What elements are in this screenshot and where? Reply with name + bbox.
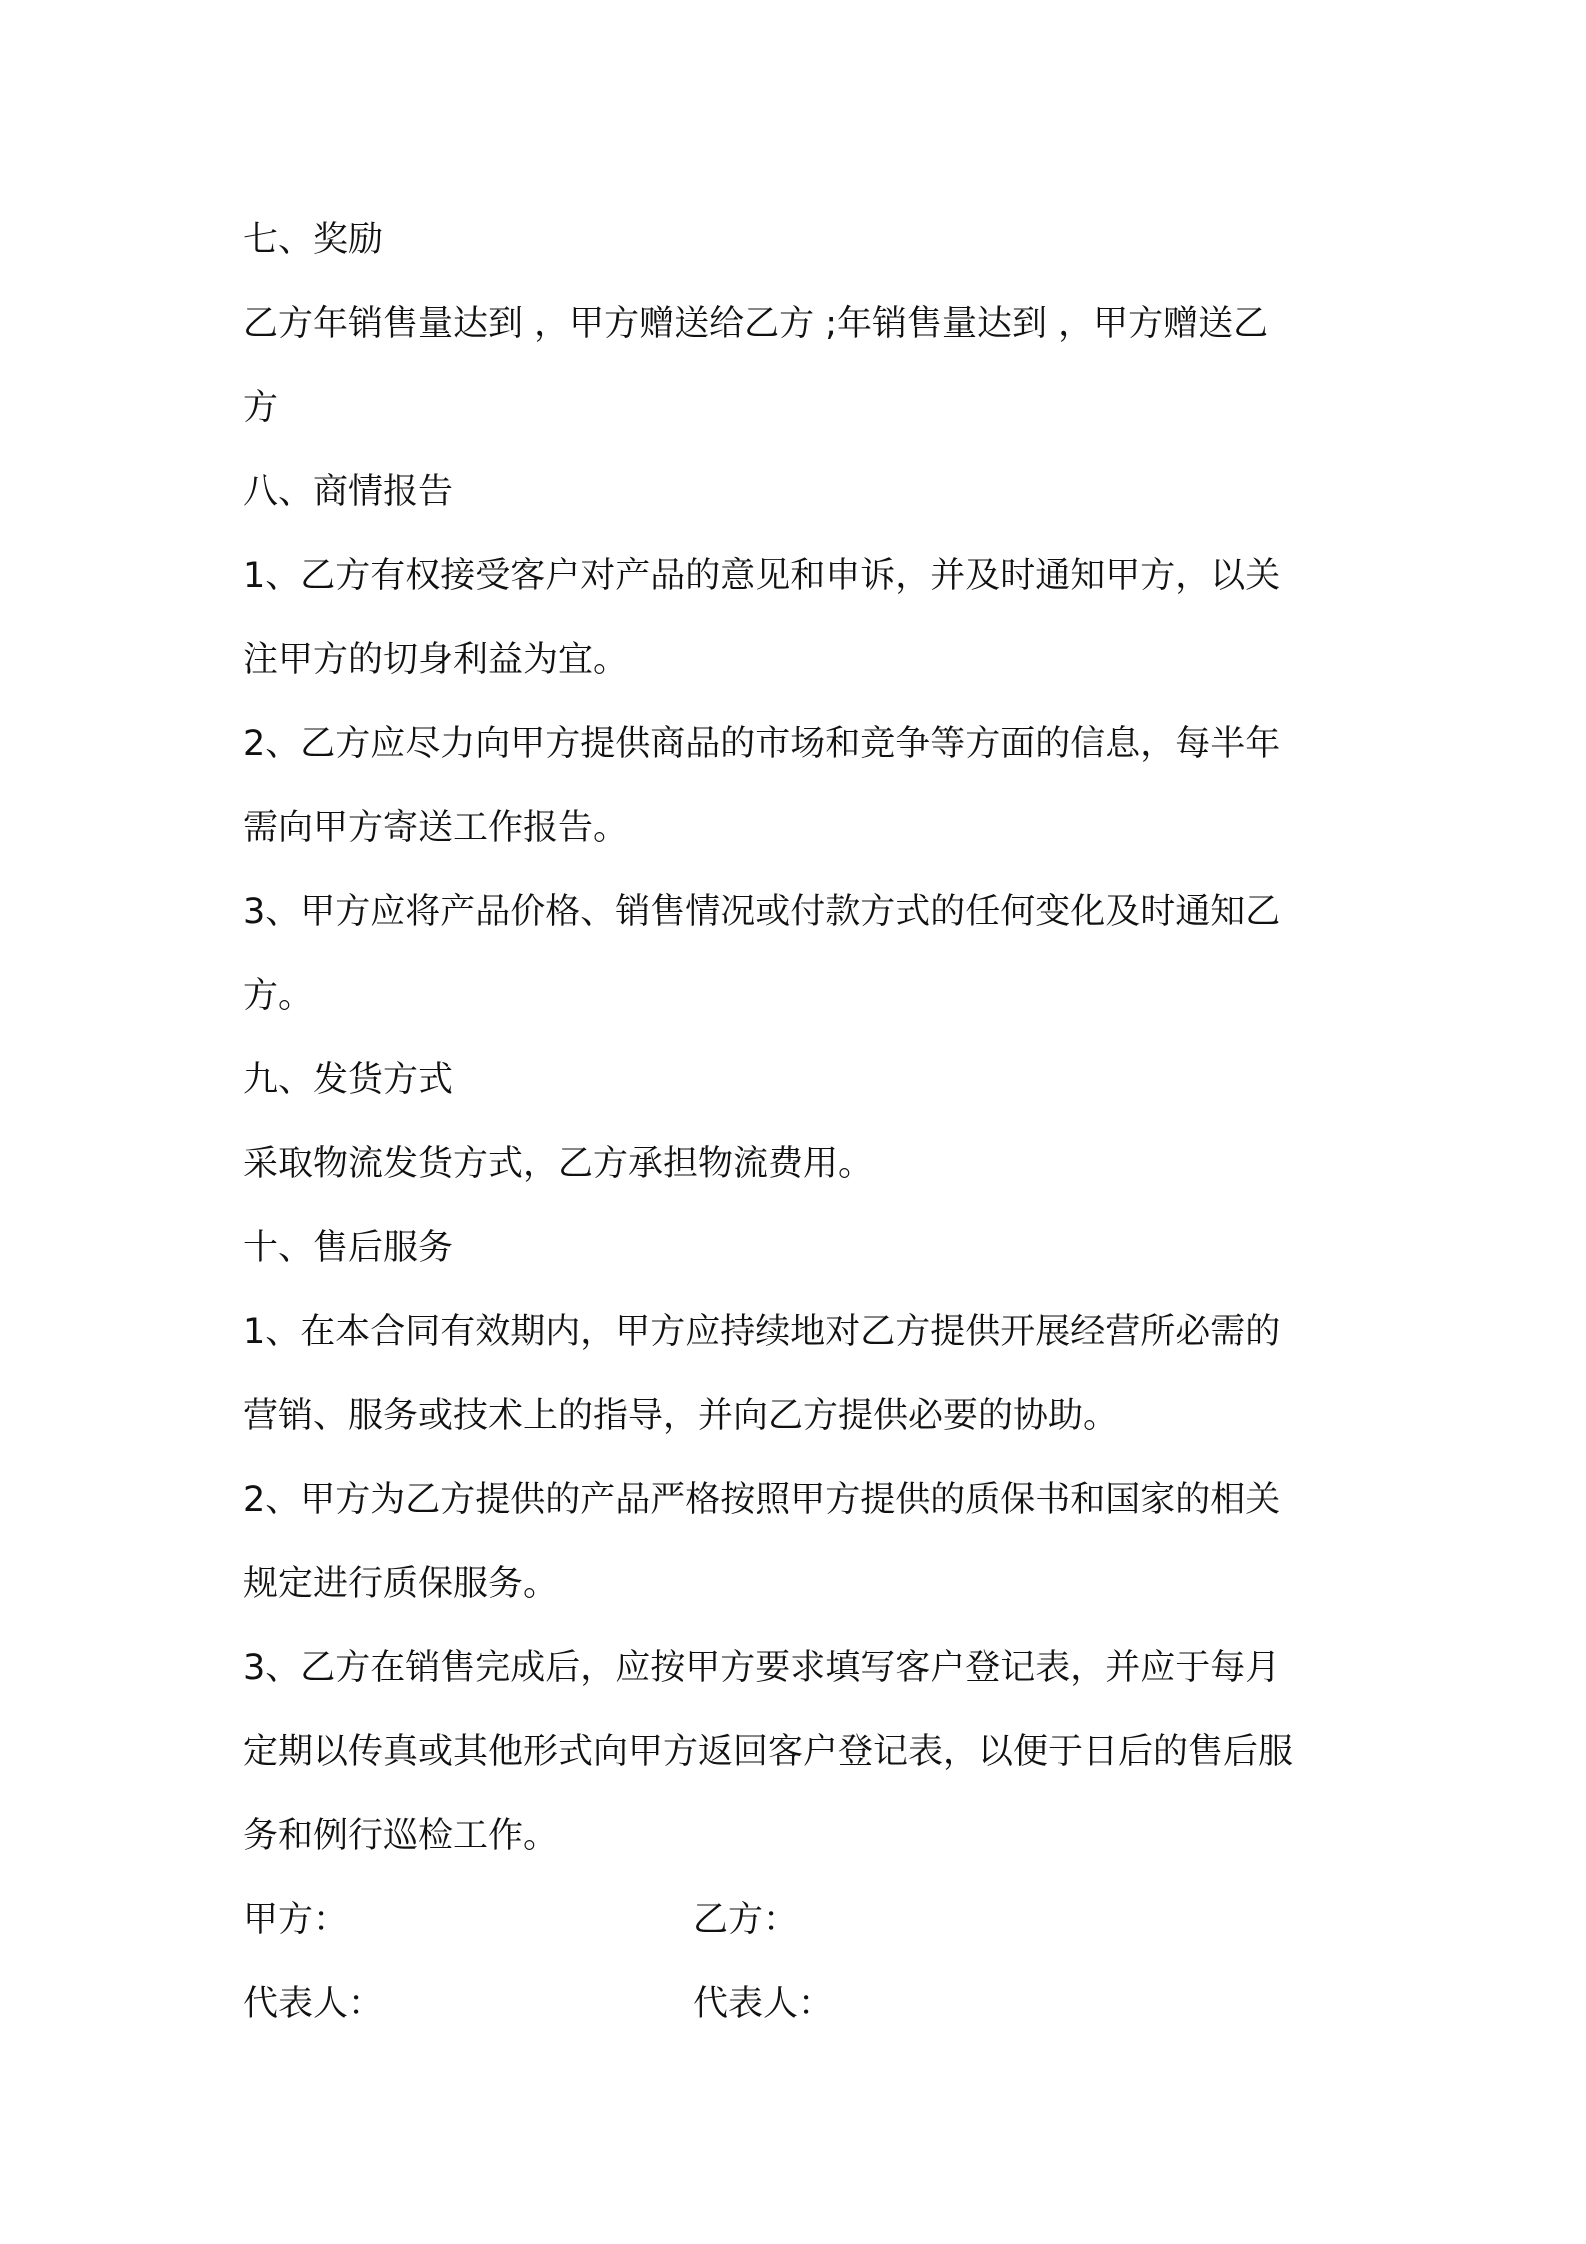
section-9-paragraph: 采取物流发货方式，乙方承担物流费用。 xyxy=(243,1144,874,1184)
section-10-item-3-line-3: 务和例行巡检工作。 xyxy=(243,1816,559,1856)
section-8-item-3-line-2: 方。 xyxy=(243,976,314,1016)
section-10-heading: 十、售后服务 xyxy=(243,1228,454,1268)
signature-row-representative xyxy=(243,1962,1358,2046)
section-8-item-1-line-1: 1、乙方有权接受客户对产品的意见和申诉，并及时通知甲方，以关 xyxy=(243,556,1281,596)
section-7-heading: 七、奖励 xyxy=(243,220,384,260)
section-10-item-3-line-2: 定期以传真或其他形式向甲方返回客户登记表，以便于日后的售后服 xyxy=(243,1732,1294,1772)
section-8-heading: 八、商情报告 xyxy=(243,472,454,512)
representative-a-label: 代表人： xyxy=(243,1984,384,2024)
party-a-label: 甲方： xyxy=(243,1900,349,1940)
section-10-item-2-line-2: 规定进行质保服务。 xyxy=(243,1564,559,1604)
section-8-item-3-line-1: 3、甲方应将产品价格、销售情况或付款方式的任何变化及时通知乙 xyxy=(243,892,1281,932)
section-8-item-2-line-2: 需向甲方寄送工作报告。 xyxy=(243,808,629,848)
signature-row-party xyxy=(243,1878,1358,1962)
representative-b-label: 代表人： xyxy=(693,1984,834,2024)
section-8-item-1-line-2: 注甲方的切身利益为宜。 xyxy=(243,640,629,680)
section-10-item-1-line-2: 营销、服务或技术上的指导，并向乙方提供必要的协助。 xyxy=(243,1396,1119,1436)
party-b-label: 乙方： xyxy=(693,1900,799,1940)
section-8-item-2-line-1: 2、乙方应尽力向甲方提供商品的市场和竞争等方面的信息，每半年 xyxy=(243,724,1281,764)
section-10-item-2-line-1: 2、甲方为乙方提供的产品严格按照甲方提供的质保书和国家的相关 xyxy=(243,1480,1281,1520)
section-7-paragraph-line-2: 方 xyxy=(243,388,279,428)
section-10-item-3-line-1: 3、乙方在销售完成后，应按甲方要求填写客户登记表，并应于每月 xyxy=(243,1648,1281,1688)
section-9-heading: 九、发货方式 xyxy=(243,1060,454,1100)
document-body xyxy=(243,198,1358,2046)
section-10-item-1-line-1: 1、在本合同有效期内，甲方应持续地对乙方提供开展经营所必需的 xyxy=(243,1312,1281,1352)
section-7-paragraph-line-1: 乙方年销售量达到 ，甲方赠送给乙方 ;年销售量达到 ，甲方赠送乙 xyxy=(243,304,1269,344)
